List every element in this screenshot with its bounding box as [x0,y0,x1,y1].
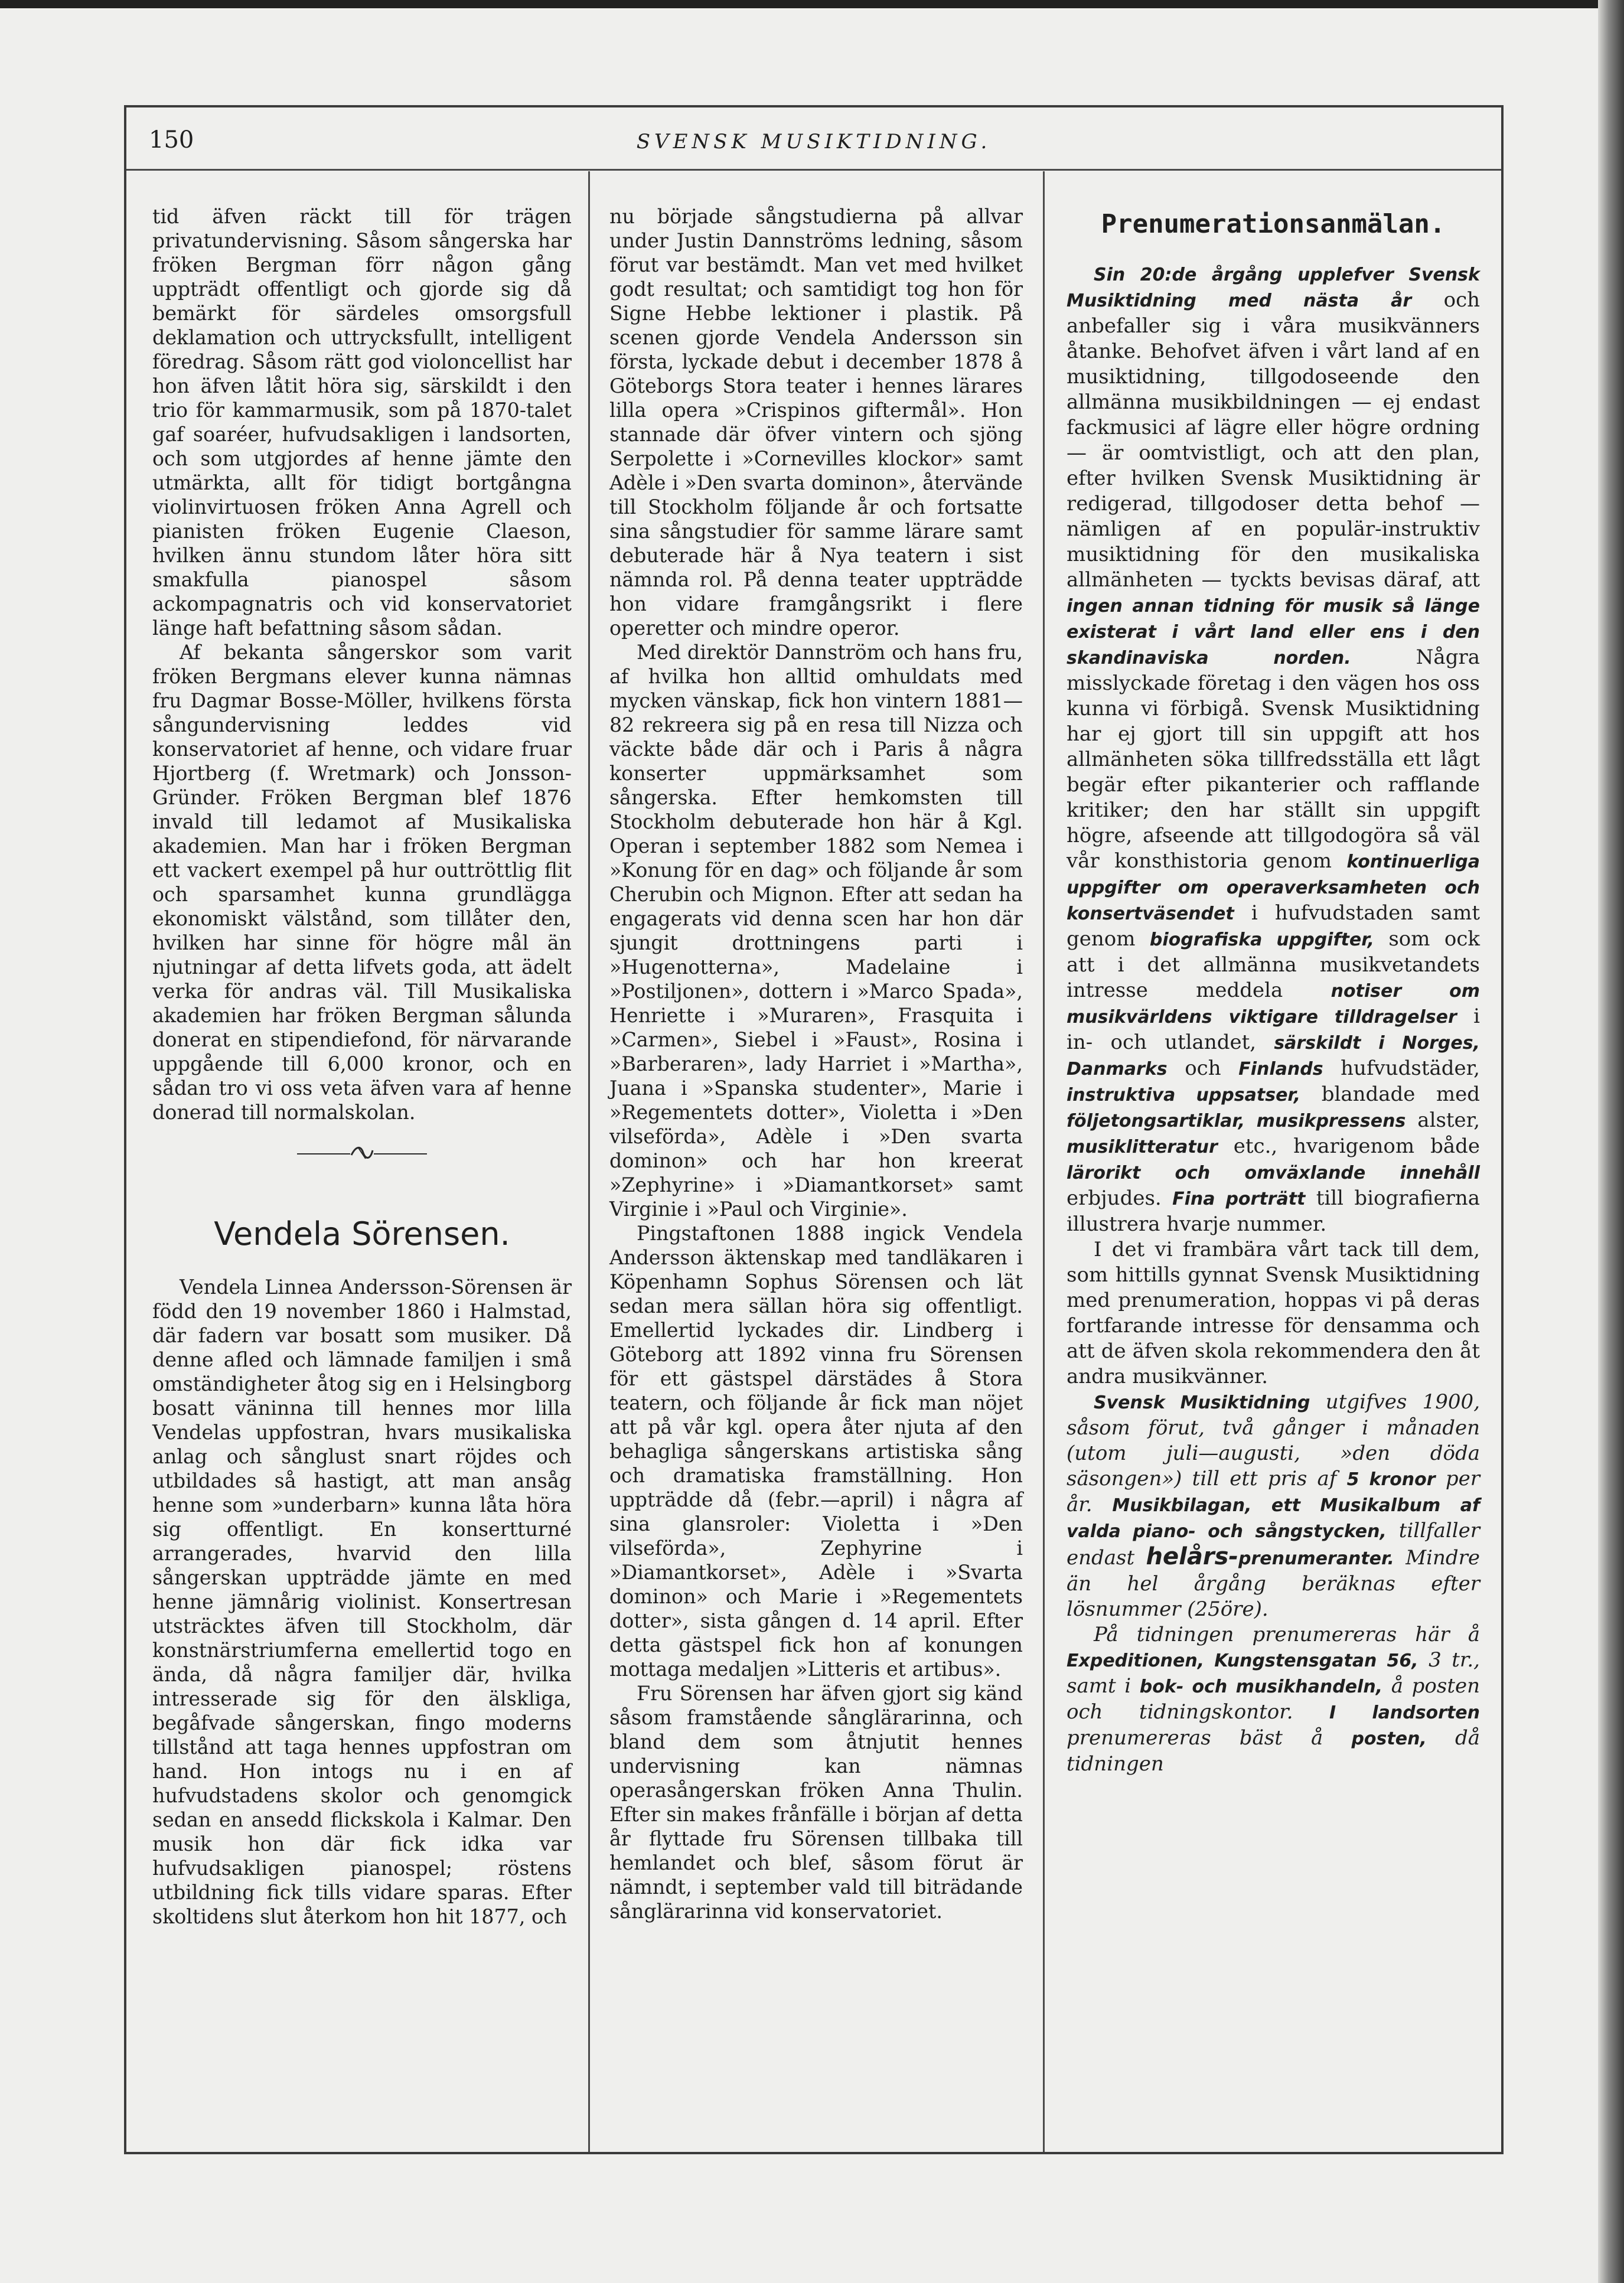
column-2 [609,204,1023,1923]
subscription-paragraph: I det vi frambära vårt tack till dem, som hittills gynnat Svensk Musiktidning med prenumeration, hoppas vi på deras fortfarande intresse för densamma och att de äfven skola rekommendera den åt andra musikvänner. [1067,1238,1480,1388]
subscription-paragraph: Sin 20:de årgång upplefver Svensk Musiktidning med nästa år och anbefaller sig i våra musikvänners åtanke. Behofvet äfven i vårt land af en musiktidning, tillgodoseende den allmänna musikbildningen — ej endast fackmusici af lägre eller högre ordning — är oomtvistligt, och att den plan, efter hvilken Svensk Musiktidning är redigerad, tillgodoser detta behof — nämligen af en populär-instruktiv musiktidning för den musikaliska allmänheten — tyckts bevisas däraf, att ingen annan tidning för musik så länge existerat i vårt land eller ens i den skandinaviska norden. Några misslyckade företag i den vägen hos oss kunna vi förbigå. Svensk Musiktidning har ej gjort till sin uppgift att hos allmänheten söka tillfredsställa ett lågt begär efter pikanterier och rafflande kritiker; den har ställt sin uppgift högre, afseende att tillgodogöra så väl vår konsthistoria genom kontinuerliga uppgifter om operaverksamheten och konsertväsendet i hufvudstaden samt genom biografiska uppgifter, som ock att i det allmänna musikvetandets intresse meddela notiser om musikvärldens viktigare tilldragelser i in- och utlandet, särskildt i Norges, Danmarks och Finlands hufvudstäder, instruktiva uppsatser, blandade med följetongsartiklar, musikpressens alster, musiklitteratur etc., hvarigenom både lärorikt och omväxlande innehåll erbjudes. Fina porträtt till biografierna illustrera hvarje nummer. [1067,265,1480,1236]
column-rule-2 [1043,171,1045,2152]
paragraph: Vendela Linnea Andersson-Sörensen är född den 19 november 1860 i Halmstad, där fadern var bosatt som musiker. Då denne afled och lämnade familjen i små omständigheter åtog sig en i Helsingborg bosatt väninna till hennes mor lilla Vendelas uppfostran, hvars musikaliska anlag och sånglust snart röjdes och utbildades så hastigt, att man ansåg henne som »underbarn» kunna låta höra sig offentligt. En konsertturné arrangerades, hvarvid den lilla sångerskan uppträdde jämte en med henne jämnårig violinist. Konsertresan utsträcktes äfven till Stockholm, där konstnärstriumferna emellertid togo en ända, då några familjer där, hvilka intresserade sig för den älskliga, begåfvade sångerskan, fingo moderns tillstånd att taga hennes uppfostran om hand. Hon intogs nu i en af hufvudstadens skolor och genomgick sedan en ansedd flickskola i Kalmar. Den musik hon där fick idka var hufvudsakligen pianospel; röstens utbildning fick tills vidare sparas. Efter skoltidens slut återkom hon hit 1877, och [152,1276,572,1928]
paragraph: Af bekanta sångerskor som varit fröken Bergmans elever kunna nämnas fru Dagmar Bosse-Möller, hvilkens första sångundervisning leddes vid konservatoriet af henne, och vidare fruar Hjortberg (f. Wretmark) och Jonsson-Gründer. Fröken Bergman blef 1876 invald till ledamot af Musikaliska akademien. Man har i fröken Bergman ett vackert exempel på hur outtröttlig flit och sparsamhet kunna grundlägga ekonomiskt välstånd, som tillåter den, hvilken har sinne för högre mål än njutningar af detta lifvets goda, att ädelt verka för andras väl. Till Musikaliska akademien har fröken Bergman sålunda donerat en stipendiefond, för närvarande uppgående till 6,000 kronor, och en sådan tro vi oss veta äfven vara af henne donerad till normalskolan. [152,641,572,1124]
column-1 [152,204,572,1929]
subscription-title: Prenumerationsanmälan. [1101,209,1446,239]
scan-binding-edge [1598,0,1624,2283]
running-title: SVENSK MUSIKTIDNING. [636,130,992,154]
column-3 [1067,204,1480,1777]
subscription-paragraph: Svensk Musiktidning utgifves 1900, såsom förut, två gånger i månaden (utom juli—augusti, »den döda säsongen») till ett pris af 5 kronor per år. Musikbilagan, ett Musikalbum af valda piano- och sångstycken, tillfaller endast helårs-prenumeranter. Mindre än hel årgång beräknas efter lösnummer (25öre). [1067,1390,1480,1621]
paragraph: Fru Sörensen har äfven gjort sig känd såsom framstående sånglärarinna, och bland dem som åtnjutit hennes undervisning kan nämnas operasångerskan fröken Anna Thulin. Efter sin makes frånfälle i början af detta år flyttade fru Sörensen tillbaka till hemlandet och blef, såsom förut är nämndt, i september vald till biträdande sånglärarinna vid konservatoriet. [609,1682,1023,1923]
paragraph: Pingstaftonen 1888 ingick Vendela Andersson äktenskap med tandläkaren i Köpenhamn Sophus Sörensen och lät sedan mera sällan höra sig offentligt. Emellertid lyckades dir. Lindberg i Göteborg att 1892 vinna fru Sörensen för ett gästspel därstädes å Stora teatern, och följande år fick man nöjet att på vår kgl. opera åter njuta af den behagliga sångerskans artistiska sång och dramatiska framställning. Hon uppträdde då (febr.—april) i några af sina glansroler: Violetta i »Den vilseförda», Zephyrine i »Diamantkorset», Adèle i »Svarta dominon» och Marie i »Regementets dotter», sista gången d. 14 april. Efter detta gästspel fick hon af konungen mottaga medaljen »Litteris et artibus». [609,1222,1023,1681]
page-header [126,107,1501,174]
paragraph: nu började sångstudierna på allvar under Justin Dannströms ledning, såsom förut var bestämdt. Man vet med hvilket godt resultat; och samtidigt tog hon för Signe Hebbe lektioner i plastik. På scenen gjorde Vendela Andersson sin första, lyckade debut i december 1878 å Göteborgs Stora teater i hennes lärares lilla opera »Crispinos giftermål». Hon stannade där öfver vintern och sjöng Serpolette i »Cornevilles klockor» samt Adèle i »Den svarta dominon», återvände till Stockholm följande år och fortsatte sina sångstudier för samme lärare samt debuterade här å Nya teatern i sist nämnda rol. På denna teater uppträdde hon vidare framgångsrikt i flere operetter och mindre operor. [609,205,1023,640]
paragraph: Med direktör Dannström och hans fru, af hvilka hon alltid omhuldats med mycken vänskap, fick hon vintern 1881—82 rekreera sig på en resa till Nizza och väckte både där och i Paris å några konserter uppmärksamhet som sångerska. Efter hemkomsten till Stockholm debuterade hon här å Kgl. Operan i september 1882 som Nemea i »Konung för en dag» och följande år som Cherubin och Mignon. Efter att sedan ha engagerats vid denna scen har hon där sjungit drottningens parti i »Hugenotterna», Madelaine i »Postiljonen», dottern i »Marco Spada», Henriette i »Muraren», Frasquita i »Carmen», Siebel i »Faust», Rosina i »Barberaren», lady Harriet i »Martha», Juana i »Spanska studenter», Marie i »Regementets dotter», Violetta i »Den vilseförda», Adèle i »Den svarta dominon» och har hon kreerat »Zephyrine» i »Diamantkorset» samt Virginie i »Paul och Virginie». [609,641,1023,1221]
scan-top-edge [0,0,1624,8]
column-rule-1 [588,171,590,2152]
paragraph: tid äfven räckt till för trägen privatundervisning. Såsom sångerska har fröken Bergman förr någon gång uppträdt offentligt och gjorde sig då bemärkt för särdeles omsorgsfull deklamation och uttrycksfullt, intelligent föredrag. Såsom rätt god violoncellist har hon äfven låtit höra sig, särskildt i den trio för kammarmusik, som på 1870-talet gaf soaréer, hufvudsakligen i landsorten, och som utgjordes af henne jämte den utmärkta, allt för tidigt bortgångna violinvirtuosen fröken Anna Agrell och pianisten fröken Eugenie Claeson, hvilken ännu stundom låter höra sitt smakfulla pianospel såsom ackompagnatris och vid konservatoriet länge haft befattning såsom sådan. [152,205,572,640]
article-title: Vendela Sörensen. [214,1215,510,1253]
header-rule [126,169,1501,171]
page-number: 150 [149,126,194,154]
subscription-paragraph: På tidningen prenumereras här å Expeditionen, Kungstensgatan 56, 3 tr., samt i bok- och musikhandeln, å posten och tidningskontor. I landsorten prenumereras bäst å posten, då tidningen [1067,1623,1480,1776]
ornament-divider [297,1141,427,1165]
